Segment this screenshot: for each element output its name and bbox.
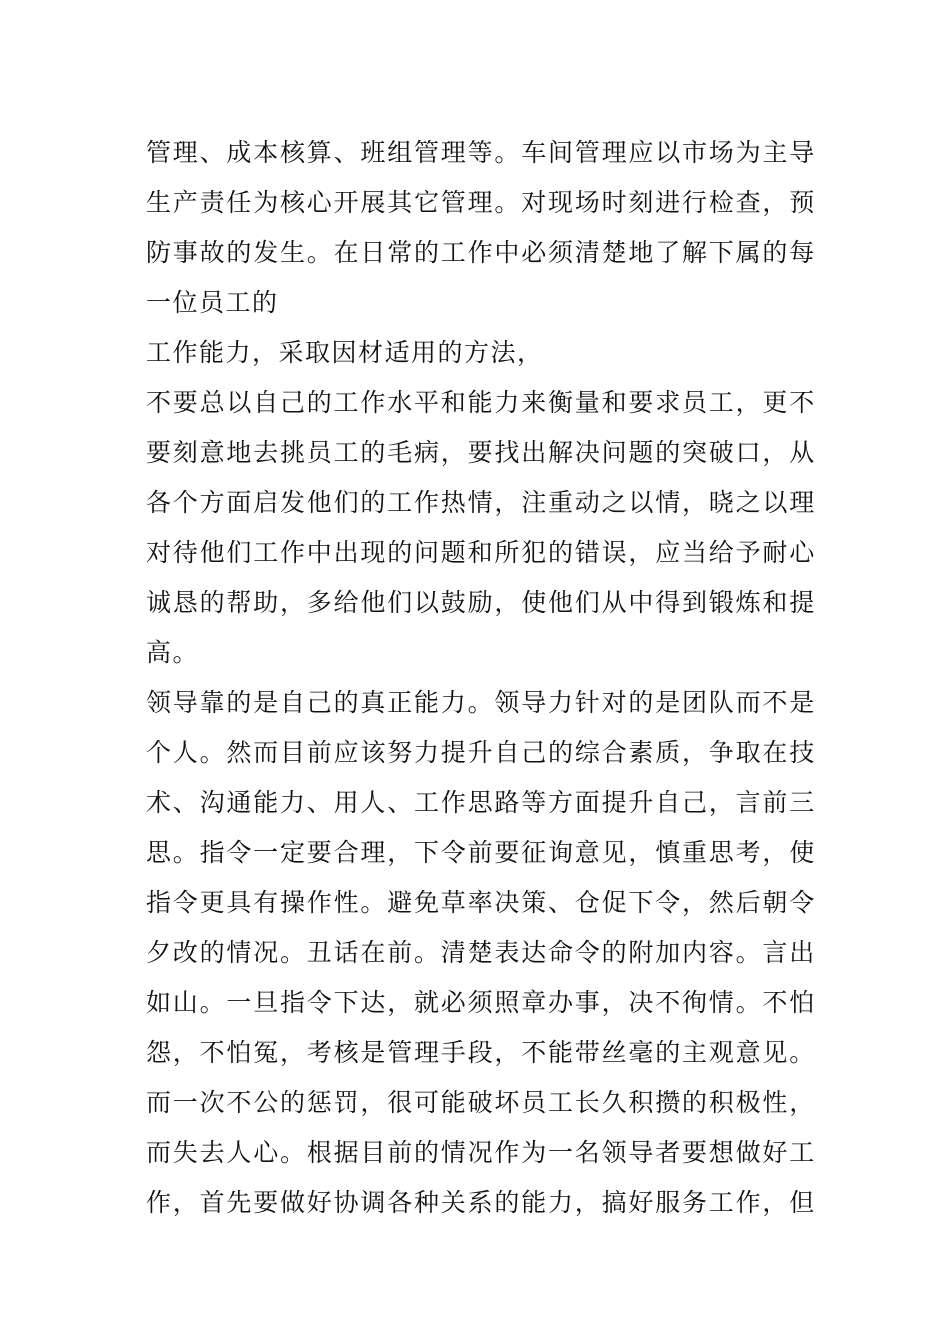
text-line: 防事故的发生。在日常的工作中必须清楚地了解下属的每 (146, 238, 817, 267)
text-line: 各个方面启发他们的工作热情，注重动之以情，晓之以理 (146, 488, 817, 517)
text-line: 诚恳的帮助，多给他们以鼓励，使他们从中得到锻炼和提 (146, 588, 817, 617)
text-line: 管理、成本核算、班组管理等。车间管理应以市场为主导 (146, 138, 817, 167)
text-line: 如山。一旦指令下达，就必须照章办事，决不徇情。不怕 (146, 988, 817, 1017)
text-line: 术、沟通能力、用人、工作思路等方面提升自己，言前三 (146, 788, 817, 817)
text-line: 个人。然而目前应该努力提升自己的综合素质，争取在技 (146, 738, 817, 767)
text-line: 作，首先要做好协调各种关系的能力，搞好服务工作，但 (146, 1188, 817, 1217)
text-line: 生产责任为核心开展其它管理。对现场时刻进行检查，预 (146, 188, 817, 217)
text-line: 一位员工的 (146, 288, 279, 317)
text-line: 要刻意地去挑员工的毛病，要找出解决问题的突破口，从 (146, 438, 817, 467)
text-line: 而一次不公的惩罚，很可能破坏员工长久积攒的积极性， (146, 1088, 817, 1117)
text-line: 领导靠的是自己的真正能力。领导力针对的是团队而不是 (146, 688, 817, 717)
text-line: 对待他们工作中出现的问题和所犯的错误，应当给予耐心 (146, 538, 817, 567)
text-line: 怨，不怕冤，考核是管理手段，不能带丝毫的主观意见。 (146, 1038, 817, 1067)
text-line: 指令更具有操作性。避免草率决策、仓促下令，然后朝令 (146, 888, 817, 917)
document-body (146, 128, 816, 1228)
text-line: 而失去人心。根据目前的情况作为一名领导者要想做好工 (146, 1138, 817, 1167)
text-line: 思。指令一定要合理，下令前要征询意见，慎重思考，使 (146, 838, 817, 867)
text-line: 夕改的情况。丑话在前。清楚表达命令的附加内容。言出 (146, 938, 817, 967)
text-line: 不要总以自己的工作水平和能力来衡量和要求员工，更不 (146, 388, 817, 417)
text-line: 工作能力，采取因材适用的方法， (146, 338, 544, 367)
text-line: 高。 (146, 638, 200, 667)
